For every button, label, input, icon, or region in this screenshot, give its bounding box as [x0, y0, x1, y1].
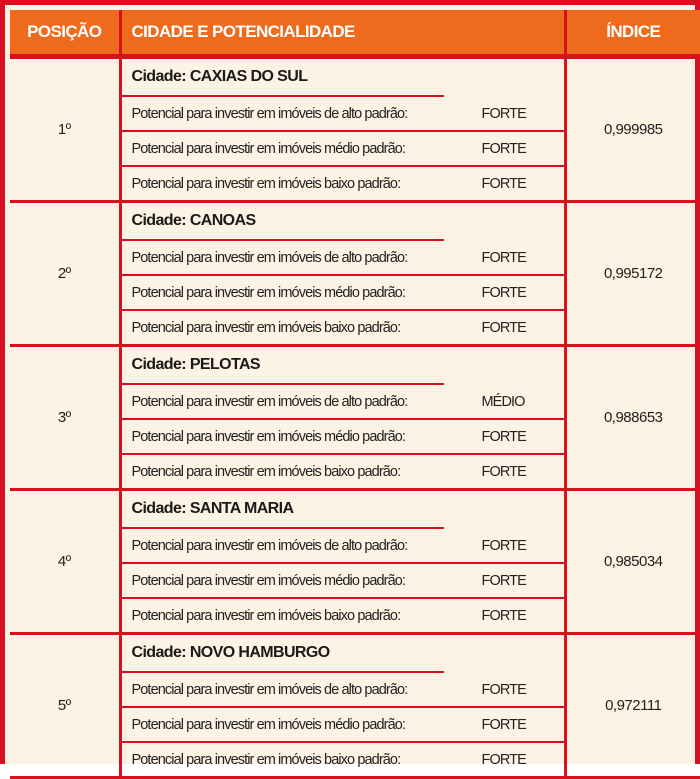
table-row	[10, 201, 700, 345]
potential-line	[122, 167, 564, 200]
potential-value: FORTE	[481, 751, 526, 768]
potential-value: FORTE	[481, 428, 526, 445]
ranking-table	[10, 10, 700, 779]
position-cell: 5º	[10, 633, 120, 777]
potential-label: Potencial para investir em imóveis baixo padrão:	[131, 463, 401, 480]
potential-label: Potencial para investir em imóveis baixo padrão:	[131, 319, 401, 336]
potential-value: FORTE	[481, 249, 526, 266]
potential-value: FORTE	[481, 607, 526, 624]
city-name: Cidade: NOVO HAMBURGO	[122, 635, 444, 673]
city-name: Cidade: PELOTAS	[122, 347, 444, 385]
potential-label: Potencial para investir em imóveis médio padrão:	[131, 140, 406, 157]
potential-label: Potencial para investir em imóveis de alto padrão:	[131, 537, 408, 554]
potential-line	[122, 276, 564, 311]
potential-label: Potencial para investir em imóveis baixo padrão:	[131, 175, 401, 192]
potential-value: FORTE	[481, 716, 526, 733]
potential-label: Potencial para investir em imóveis médio padrão:	[131, 284, 406, 301]
city-name: Cidade: CAXIAS DO SUL	[122, 59, 444, 97]
header-city-potential: CIDADE E POTENCIALIDADE	[120, 10, 565, 56]
index-cell: 0,999985	[565, 56, 700, 201]
potential-line	[122, 529, 564, 564]
potential-label: Potencial para investir em imóveis médio padrão:	[131, 716, 406, 733]
potential-label: Potencial para investir em imóveis de alto padrão:	[131, 105, 408, 122]
header-position: POSIÇÃO	[10, 10, 120, 56]
potential-value: FORTE	[481, 681, 526, 698]
potential-value: FORTE	[481, 105, 526, 122]
potential-line	[122, 241, 564, 276]
potential-value: FORTE	[481, 463, 526, 480]
potential-label: Potencial para investir em imóveis de alto padrão:	[131, 393, 408, 410]
potential-label: Potencial para investir em imóveis de alto padrão:	[131, 249, 408, 266]
potential-line	[122, 743, 564, 776]
index-cell: 0,972111	[565, 633, 700, 777]
city-details-cell	[120, 345, 565, 489]
potential-line	[122, 420, 564, 455]
potential-line	[122, 455, 564, 488]
potential-value: FORTE	[481, 140, 526, 157]
index-cell: 0,995172	[565, 201, 700, 345]
city-details-cell	[120, 633, 565, 777]
potential-value: FORTE	[481, 284, 526, 301]
position-cell: 2º	[10, 201, 120, 345]
position-cell: 1º	[10, 56, 120, 201]
potential-line	[122, 311, 564, 344]
potential-value: FORTE	[481, 319, 526, 336]
potential-value: MÉDIO	[481, 393, 525, 410]
table-row	[10, 489, 700, 633]
potential-line	[122, 385, 564, 420]
city-details-cell	[120, 56, 565, 201]
table-row	[10, 633, 700, 777]
position-cell: 4º	[10, 489, 120, 633]
potential-line	[122, 132, 564, 167]
city-name: Cidade: SANTA MARIA	[122, 491, 444, 529]
potential-line	[122, 97, 564, 132]
index-cell: 0,985034	[565, 489, 700, 633]
potential-label: Potencial para investir em imóveis médio padrão:	[131, 572, 406, 589]
index-cell: 0,988653	[565, 345, 700, 489]
header-index: ÍNDICE	[565, 10, 700, 56]
potential-label: Potencial para investir em imóveis baixo padrão:	[131, 751, 401, 768]
city-name: Cidade: CANOAS	[122, 203, 444, 241]
city-details-cell	[120, 201, 565, 345]
header-row	[10, 10, 700, 56]
potential-line	[122, 564, 564, 599]
potential-label: Potencial para investir em imóveis de alto padrão:	[131, 681, 408, 698]
potential-line	[122, 673, 564, 708]
city-details-cell	[120, 489, 565, 633]
potential-line	[122, 599, 564, 632]
potential-line	[122, 708, 564, 743]
potential-value: FORTE	[481, 537, 526, 554]
potential-label: Potencial para investir em imóveis médio padrão:	[131, 428, 406, 445]
potential-value: FORTE	[481, 572, 526, 589]
table-row	[10, 345, 700, 489]
position-cell: 3º	[10, 345, 120, 489]
potential-label: Potencial para investir em imóveis baixo padrão:	[131, 607, 401, 624]
potential-value: FORTE	[481, 175, 526, 192]
table-row	[10, 56, 700, 201]
